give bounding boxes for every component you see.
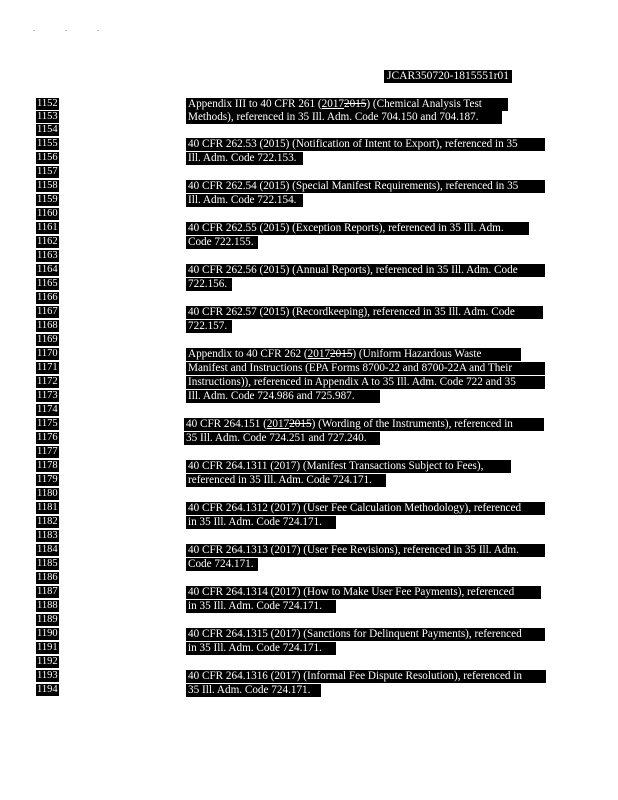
line-number: 1186 — [37, 572, 58, 583]
text-segment: ) (Uniform Hazardous Waste — [352, 348, 482, 360]
text-line: 40 CFR 264.1315 (2017) (Sanctions for Delinquent Payments), referenced — [186, 628, 545, 641]
text-line: 40 CFR 262.57 (2015) (Recordkeeping), referenced in 35 Ill. Adm. Code — [186, 306, 543, 319]
inserted-text: 2017 — [266, 418, 290, 430]
page-marks: . . . — [33, 24, 113, 33]
line-number: 1183 — [37, 530, 58, 541]
text-line: 722.157. — [186, 320, 232, 333]
line-number: 1194 — [37, 684, 58, 695]
text-line: in 35 Ill. Adm. Code 724.171. — [186, 516, 336, 529]
deleted-text: 2015 — [289, 418, 312, 430]
line-number: 1182 — [37, 516, 58, 527]
text-line: 40 CFR 264.1314 (2017) (How to Make User Fee Payments), referenced — [186, 586, 541, 599]
text-segment: Appendix to 40 CFR 262 ( — [188, 348, 308, 360]
line-number: 1179 — [37, 474, 58, 485]
text-line: 35 Ill. Adm. Code 724.251 and 727.240. — [184, 432, 380, 445]
text-line: referenced in 35 Ill. Adm. Code 724.171. — [186, 474, 386, 487]
text-line: 40 CFR 262.53 (2015) (Notification of Intent to Export), referenced in 35 — [186, 138, 545, 151]
text-line: Code 724.171. — [186, 558, 258, 571]
line-number: 1177 — [37, 446, 58, 457]
text-line: 40 CFR 262.54 (2015) (Special Manifest Requirements), referenced in 35 — [186, 180, 545, 193]
line-number: 1153 — [37, 111, 58, 122]
line-number: 1175 — [37, 418, 58, 429]
line-number: 1189 — [37, 614, 58, 625]
line-number: 1161 — [37, 222, 58, 233]
line-number: 1168 — [37, 320, 58, 331]
line-number: 1159 — [37, 194, 58, 205]
text-line: Code 722.155. — [186, 236, 258, 249]
line-number: 1192 — [37, 656, 58, 667]
text-line: 40 CFR 264.1312 (2017) (User Fee Calculation Methodology), referenced — [186, 502, 545, 515]
line-number: 1156 — [37, 152, 58, 163]
line-number: 1187 — [37, 586, 58, 597]
line-number: 1167 — [37, 306, 58, 317]
line-number: 1180 — [37, 488, 58, 499]
line-number: 1193 — [37, 670, 58, 681]
line-number: 1188 — [37, 600, 58, 611]
line-number: 1152 — [37, 98, 58, 109]
text-segment: 40 CFR 264.151 ( — [186, 418, 267, 430]
line-number: 1154 — [37, 124, 58, 135]
text-line: Ill. Adm. Code 724.986 and 725.987. — [186, 390, 380, 403]
line-number: 1178 — [37, 460, 58, 471]
text-segment: ) (Wording of the Instruments), referenced in — [311, 418, 513, 430]
line-number: 1169 — [37, 334, 58, 345]
text-line: 40 CFR 262.56 (2015) (Annual Reports), referenced in 35 Ill. Adm. Code — [186, 264, 545, 277]
line-number: 1185 — [37, 558, 58, 569]
line-number: 1157 — [37, 166, 58, 177]
text-line: 40 CFR 262.55 (2015) (Exception Reports), referenced in 35 Ill. Adm. — [186, 222, 529, 235]
text-line: 40 CFR 264.1316 (2017) (Informal Fee Dispute Resolution), referenced in — [186, 670, 546, 683]
text-line: Methods), referenced in 35 Ill. Adm. Code 704.150 and 704.187. — [186, 111, 502, 124]
text-line: 35 Ill. Adm. Code 724.171. — [186, 684, 321, 697]
text-line: Manifest and Instructions (EPA Forms 8700-22 and 8700-22A and Their — [186, 362, 545, 375]
text-line — [186, 98, 508, 111]
line-number: 1170 — [37, 348, 58, 359]
line-number: 1163 — [37, 250, 58, 261]
text-line: Ill. Adm. Code 722.153. — [186, 152, 303, 165]
text-line: 40 CFR 264.1313 (2017) (User Fee Revisions), referenced in 35 Ill. Adm. — [186, 544, 545, 557]
text-line: Ill. Adm. Code 722.154. — [186, 194, 303, 207]
text-line: in 35 Ill. Adm. Code 724.171. — [186, 642, 336, 655]
line-number: 1171 — [37, 362, 58, 373]
text-line — [184, 418, 544, 431]
text-segment: Appendix III to 40 CFR 261 ( — [188, 98, 322, 110]
line-number: 1164 — [37, 264, 58, 275]
text-line: Instructions)), referenced in Appendix A to 35 Ill. Adm. Code 722 and 35 — [186, 376, 545, 389]
text-line: 40 CFR 264.1311 (2017) (Manifest Transactions Subject to Fees), — [186, 460, 511, 473]
inserted-text: 2017 — [321, 98, 344, 110]
inserted-text: 2017 — [307, 348, 331, 360]
line-number: 1155 — [37, 138, 58, 149]
line-number: 1165 — [37, 278, 58, 289]
document-code: JCAR350720-1815551r01 — [384, 70, 512, 83]
text-segment: ) (Chemical Analysis Test — [366, 98, 482, 110]
line-number: 1160 — [37, 208, 58, 219]
deleted-text: 2015 — [330, 348, 353, 360]
text-line: 722.156. — [186, 278, 232, 291]
line-number: 1172 — [37, 376, 58, 387]
line-number: 1190 — [37, 628, 58, 639]
line-number: 1174 — [37, 404, 58, 415]
line-number: 1191 — [37, 642, 58, 653]
text-line: in 35 Ill. Adm. Code 724.171. — [186, 600, 336, 613]
line-number: 1158 — [37, 180, 58, 191]
line-number: 1162 — [37, 236, 58, 247]
line-number: 1176 — [37, 432, 58, 443]
text-line — [186, 348, 521, 361]
line-number: 1173 — [37, 390, 58, 401]
line-number: 1166 — [37, 292, 58, 303]
line-number: 1181 — [37, 502, 58, 513]
deleted-text: 2015 — [344, 98, 367, 110]
line-number: 1184 — [37, 544, 58, 555]
